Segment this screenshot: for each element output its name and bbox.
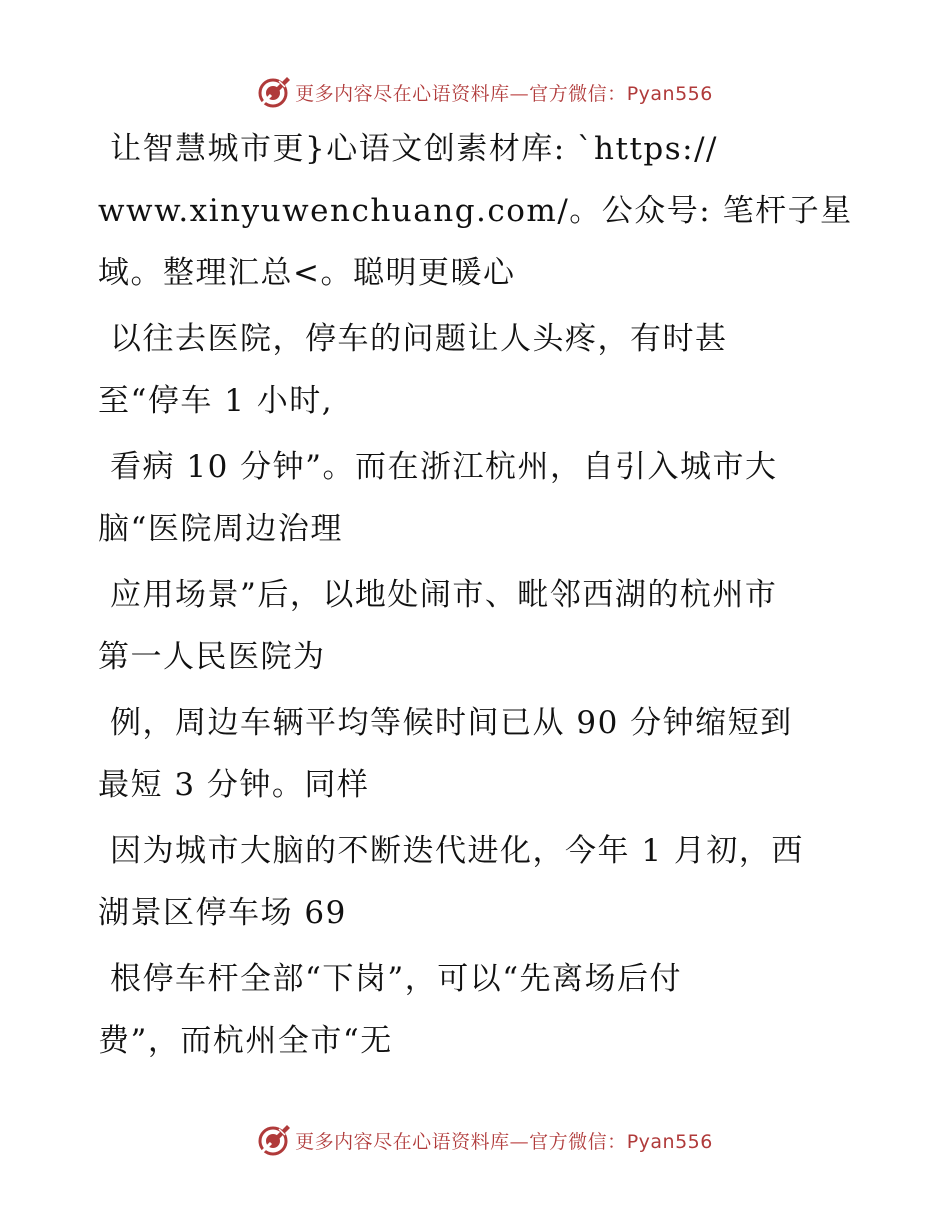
text-line: 湖景区停车场 69 — [98, 895, 347, 931]
text-line: 根停车杆全部“下岗”，可以“先离场后付 — [110, 961, 683, 997]
text-line: www.xinyuwenchuang.com/。公众号: 笔杆子星 — [98, 193, 853, 229]
text-line: 最短 3 分钟。同样 — [98, 767, 370, 803]
text-line: 域。整理汇总<。聪明更暖心 — [98, 255, 516, 291]
header-banner-text — [295, 79, 713, 106]
paragraph-1 — [98, 118, 858, 304]
paragraph-2 — [98, 308, 858, 432]
text-line: 以往去医院，停车的问题让人头疼，有时甚 — [110, 321, 728, 357]
header-dash: — — [509, 82, 530, 105]
header-banner — [0, 72, 950, 112]
text-line: 应用场景”后，以地处闹市、毗邻西湖的杭州市 — [110, 577, 778, 613]
text-line: 看病 10 分钟”。而在浙江杭州，自引入城市大 — [110, 449, 778, 485]
footer-site-text: 更多内容尽在心语资料库 — [295, 1130, 510, 1153]
footer-banner-inner — [257, 1123, 713, 1157]
pen-logo-icon — [257, 1123, 291, 1157]
text-line: 至“停车 1 小时, — [98, 383, 334, 419]
paragraph-7 — [98, 948, 858, 1072]
text-line: 第一人民医院为 — [98, 639, 326, 675]
header-wechat-id: Pyan556 — [626, 82, 713, 105]
footer-wechat-id: Pyan556 — [626, 1130, 713, 1153]
footer-banner-text — [295, 1127, 713, 1154]
footer-dash: — — [509, 1130, 530, 1153]
text-line: 例，周边车辆平均等候时间已从 90 分钟缩短到 — [110, 705, 793, 741]
header-banner-inner — [257, 75, 713, 109]
header-site-text: 更多内容尽在心语资料库 — [295, 82, 510, 105]
text-line: 因为城市大脑的不断迭代进化，今年 1 月初，西 — [110, 833, 804, 869]
pen-logo-icon — [257, 75, 291, 109]
paragraph-5 — [98, 692, 858, 816]
paragraph-4 — [98, 564, 858, 688]
text-line: 费”，而杭州全市“无 — [98, 1023, 393, 1059]
paragraph-6 — [98, 820, 858, 944]
footer-wechat-label: 官方微信： — [529, 1130, 627, 1153]
header-wechat-label: 官方微信： — [529, 82, 627, 105]
document-body — [98, 118, 858, 1076]
footer-banner — [0, 1120, 950, 1160]
paragraph-3 — [98, 436, 858, 560]
text-line: 脑“医院周边治理 — [98, 511, 343, 547]
text-line: 让智慧城市更}心语文创素材库: `https:// — [110, 131, 718, 167]
